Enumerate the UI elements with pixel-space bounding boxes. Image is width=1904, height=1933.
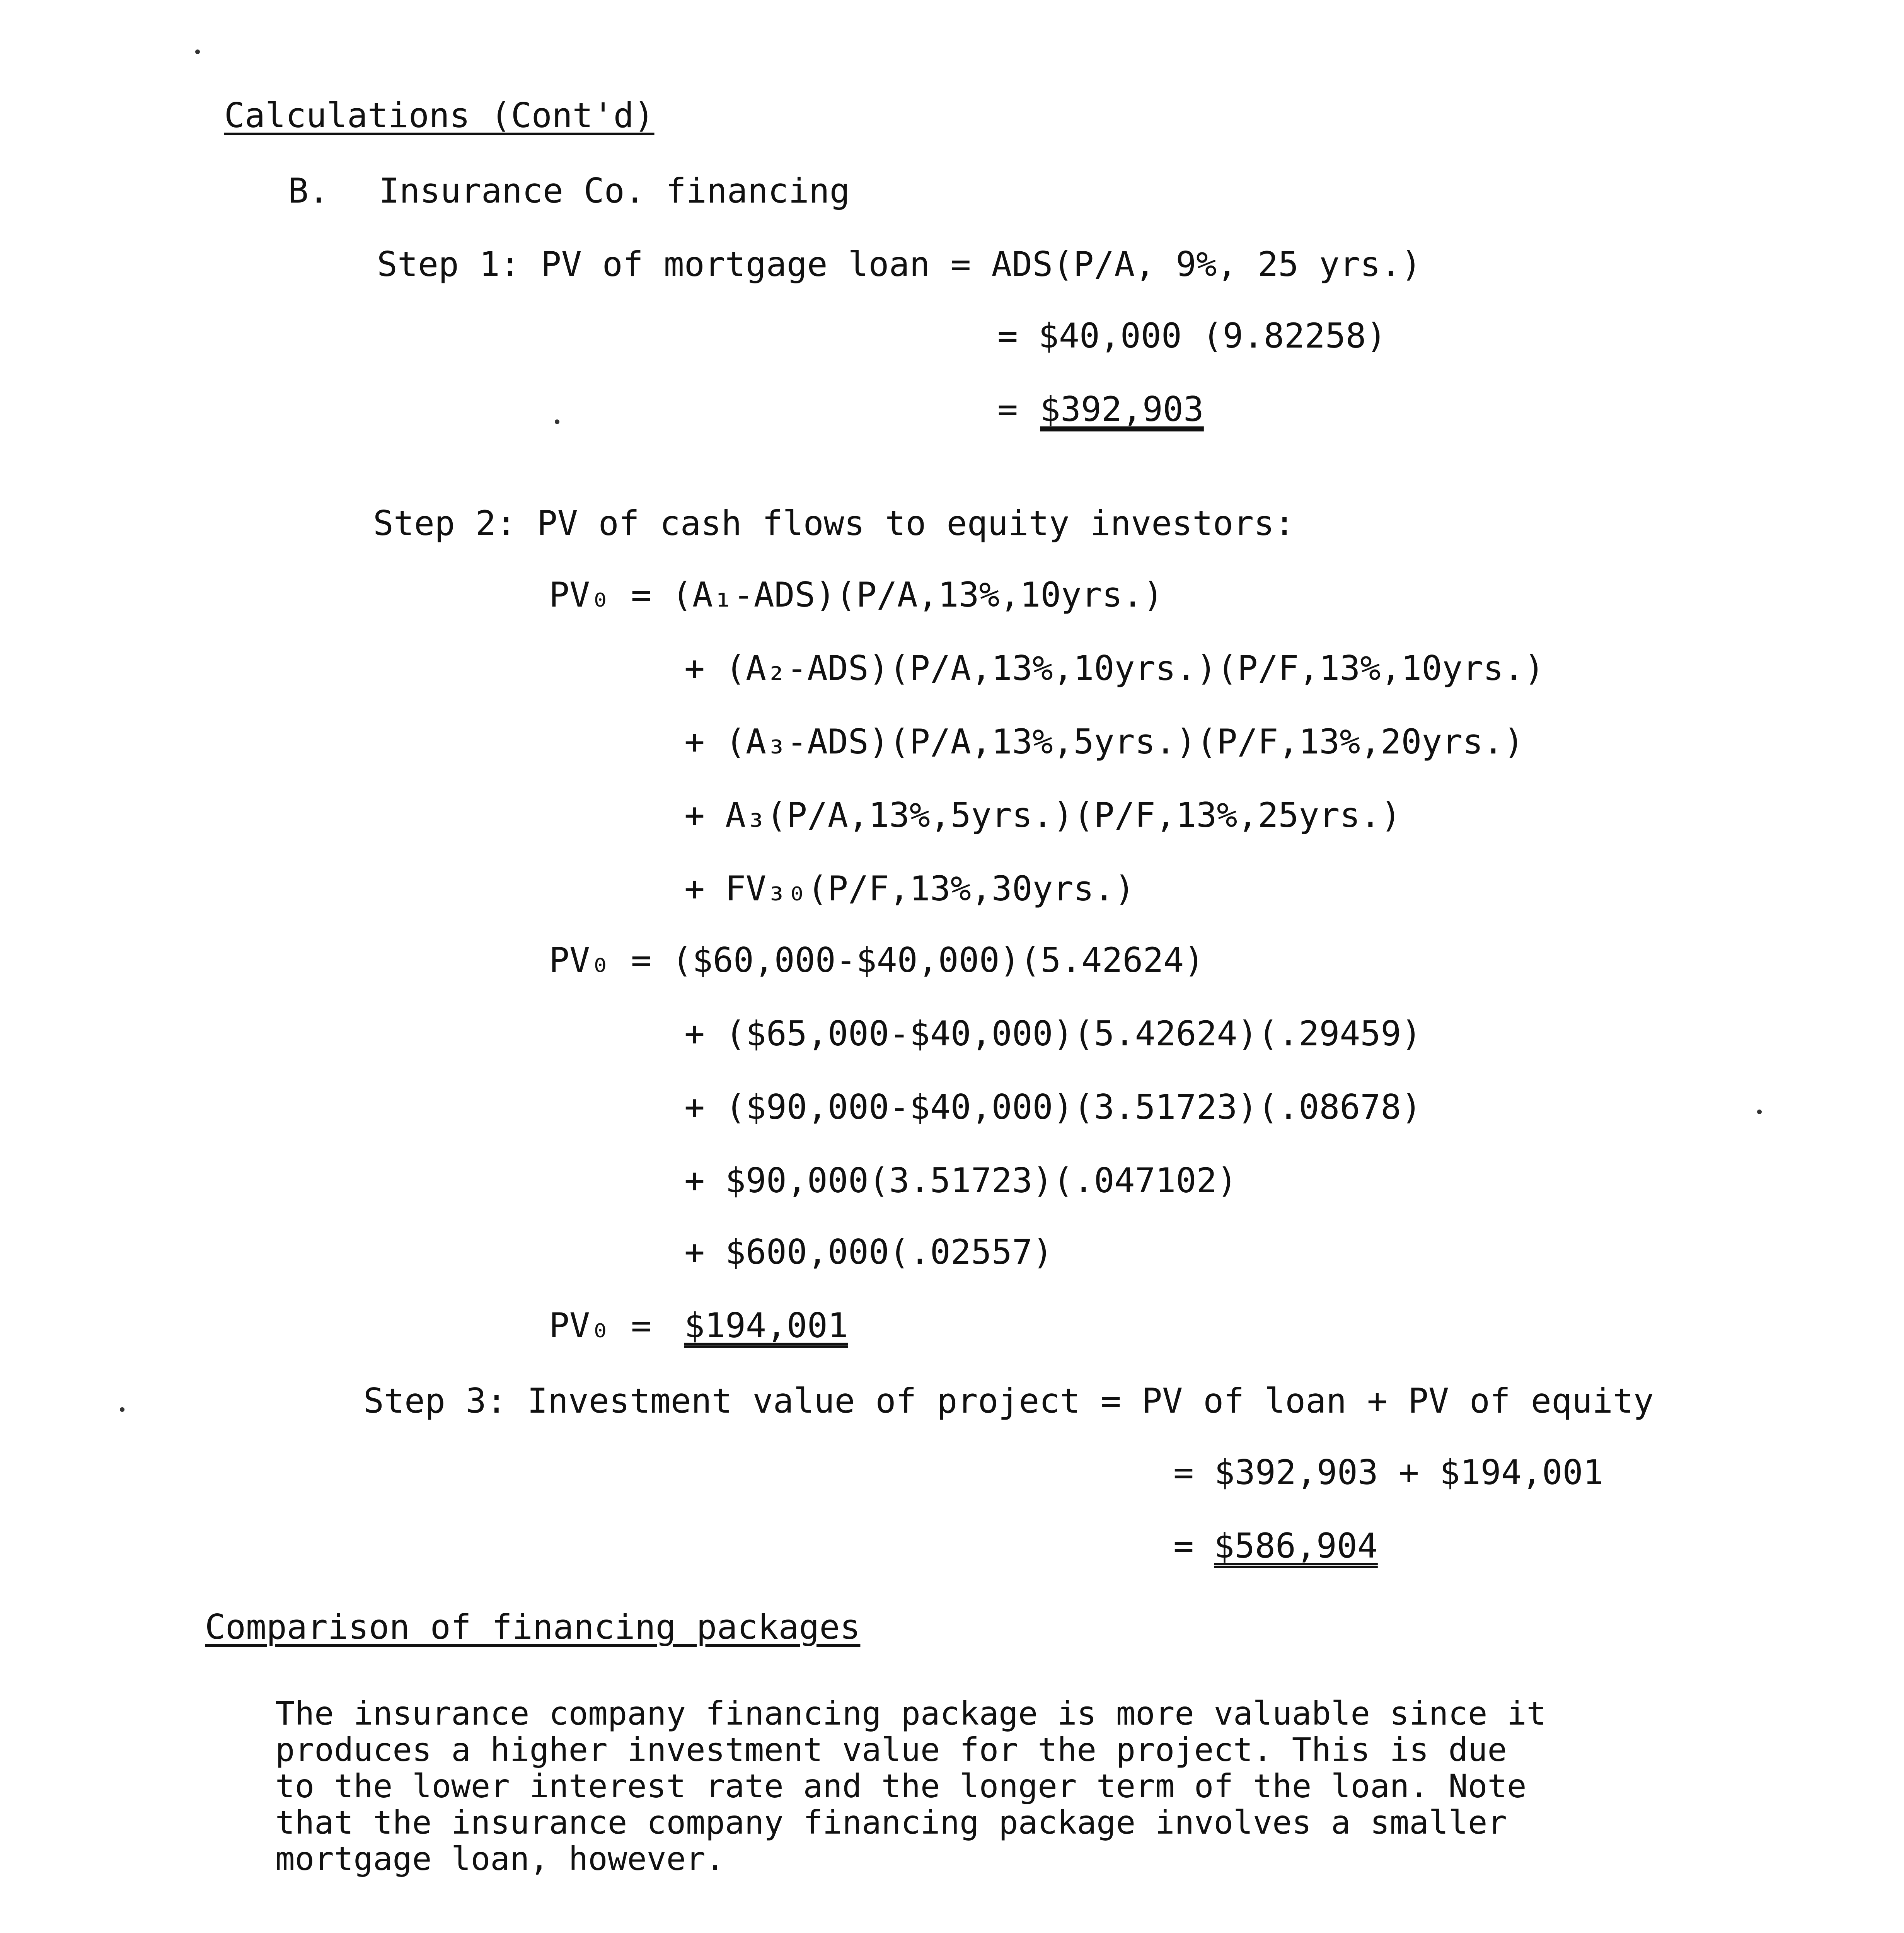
scan-speck: [555, 419, 559, 424]
step2-formula-line: + A₃(P/A,13%,5yrs.)(P/F,13%,25yrs.): [684, 795, 1401, 835]
step2-formula-line: PV₀ = (A₁-ADS)(P/A,13%,10yrs.): [549, 575, 1164, 615]
step1-line1: Step 1: PV of mortgage loan = ADS(P/A, 9%, 25 yrs.): [377, 244, 1422, 284]
scan-speck: [120, 1407, 124, 1412]
step2-value-line: + ($65,000-$40,000)(5.42624)(.29459): [684, 1014, 1422, 1053]
step3-eq: =: [1173, 1526, 1194, 1566]
step3-line1: Step 3: Investment value of project = PV of loan + PV of equity: [363, 1381, 1654, 1421]
step2-formula-line: + (A₃-ADS)(P/A,13%,5yrs.)(P/F,13%,20yrs.): [684, 722, 1524, 762]
step2-title: Step 2: PV of cash flows to equity investors:: [373, 503, 1295, 543]
comparison-heading: Comparison of financing packages: [205, 1607, 861, 1647]
step2-value-line: + $90,000(3.51723)(.047102): [684, 1161, 1238, 1200]
step2-formula-line: + (A₂-ADS)(P/A,13%,10yrs.)(P/F,13%,10yrs.): [684, 648, 1545, 688]
section-letter: B.: [288, 171, 329, 211]
step3-line2: = $392,903 + $194,001: [1173, 1452, 1604, 1492]
step2-value-line: PV₀ = ($60,000-$40,000)(5.42624): [549, 940, 1205, 980]
step2-value-line: + ($90,000-$40,000)(3.51723)(.08678): [684, 1087, 1422, 1127]
step2-result-label: PV₀ =: [549, 1306, 651, 1345]
step2-result: $194,001: [684, 1306, 848, 1345]
step2-value-line: + $600,000(.02557): [684, 1232, 1053, 1272]
page-heading: Calculations (Cont'd): [224, 95, 655, 135]
step1-line2: = $40,000 (9.82258): [997, 316, 1387, 356]
comparison-paragraph: The insurance company financing package is more valuable since it produces a higher investment value for the project. This is due to the lower interest rate and the longer term of the loan. Note that the insurance company financing package involves a smaller mortgage loan, however.: [275, 1694, 1546, 1878]
scan-speck: [195, 49, 200, 54]
step1-eq: =: [997, 389, 1018, 429]
scan-speck: [1757, 1110, 1762, 1114]
step1-result: $392,903: [1040, 389, 1204, 429]
step2-formula-line: + FV₃₀(P/F,13%,30yrs.): [684, 869, 1135, 909]
section-title: Insurance Co. financing: [379, 171, 850, 211]
step3-result: $586,904: [1214, 1526, 1378, 1566]
